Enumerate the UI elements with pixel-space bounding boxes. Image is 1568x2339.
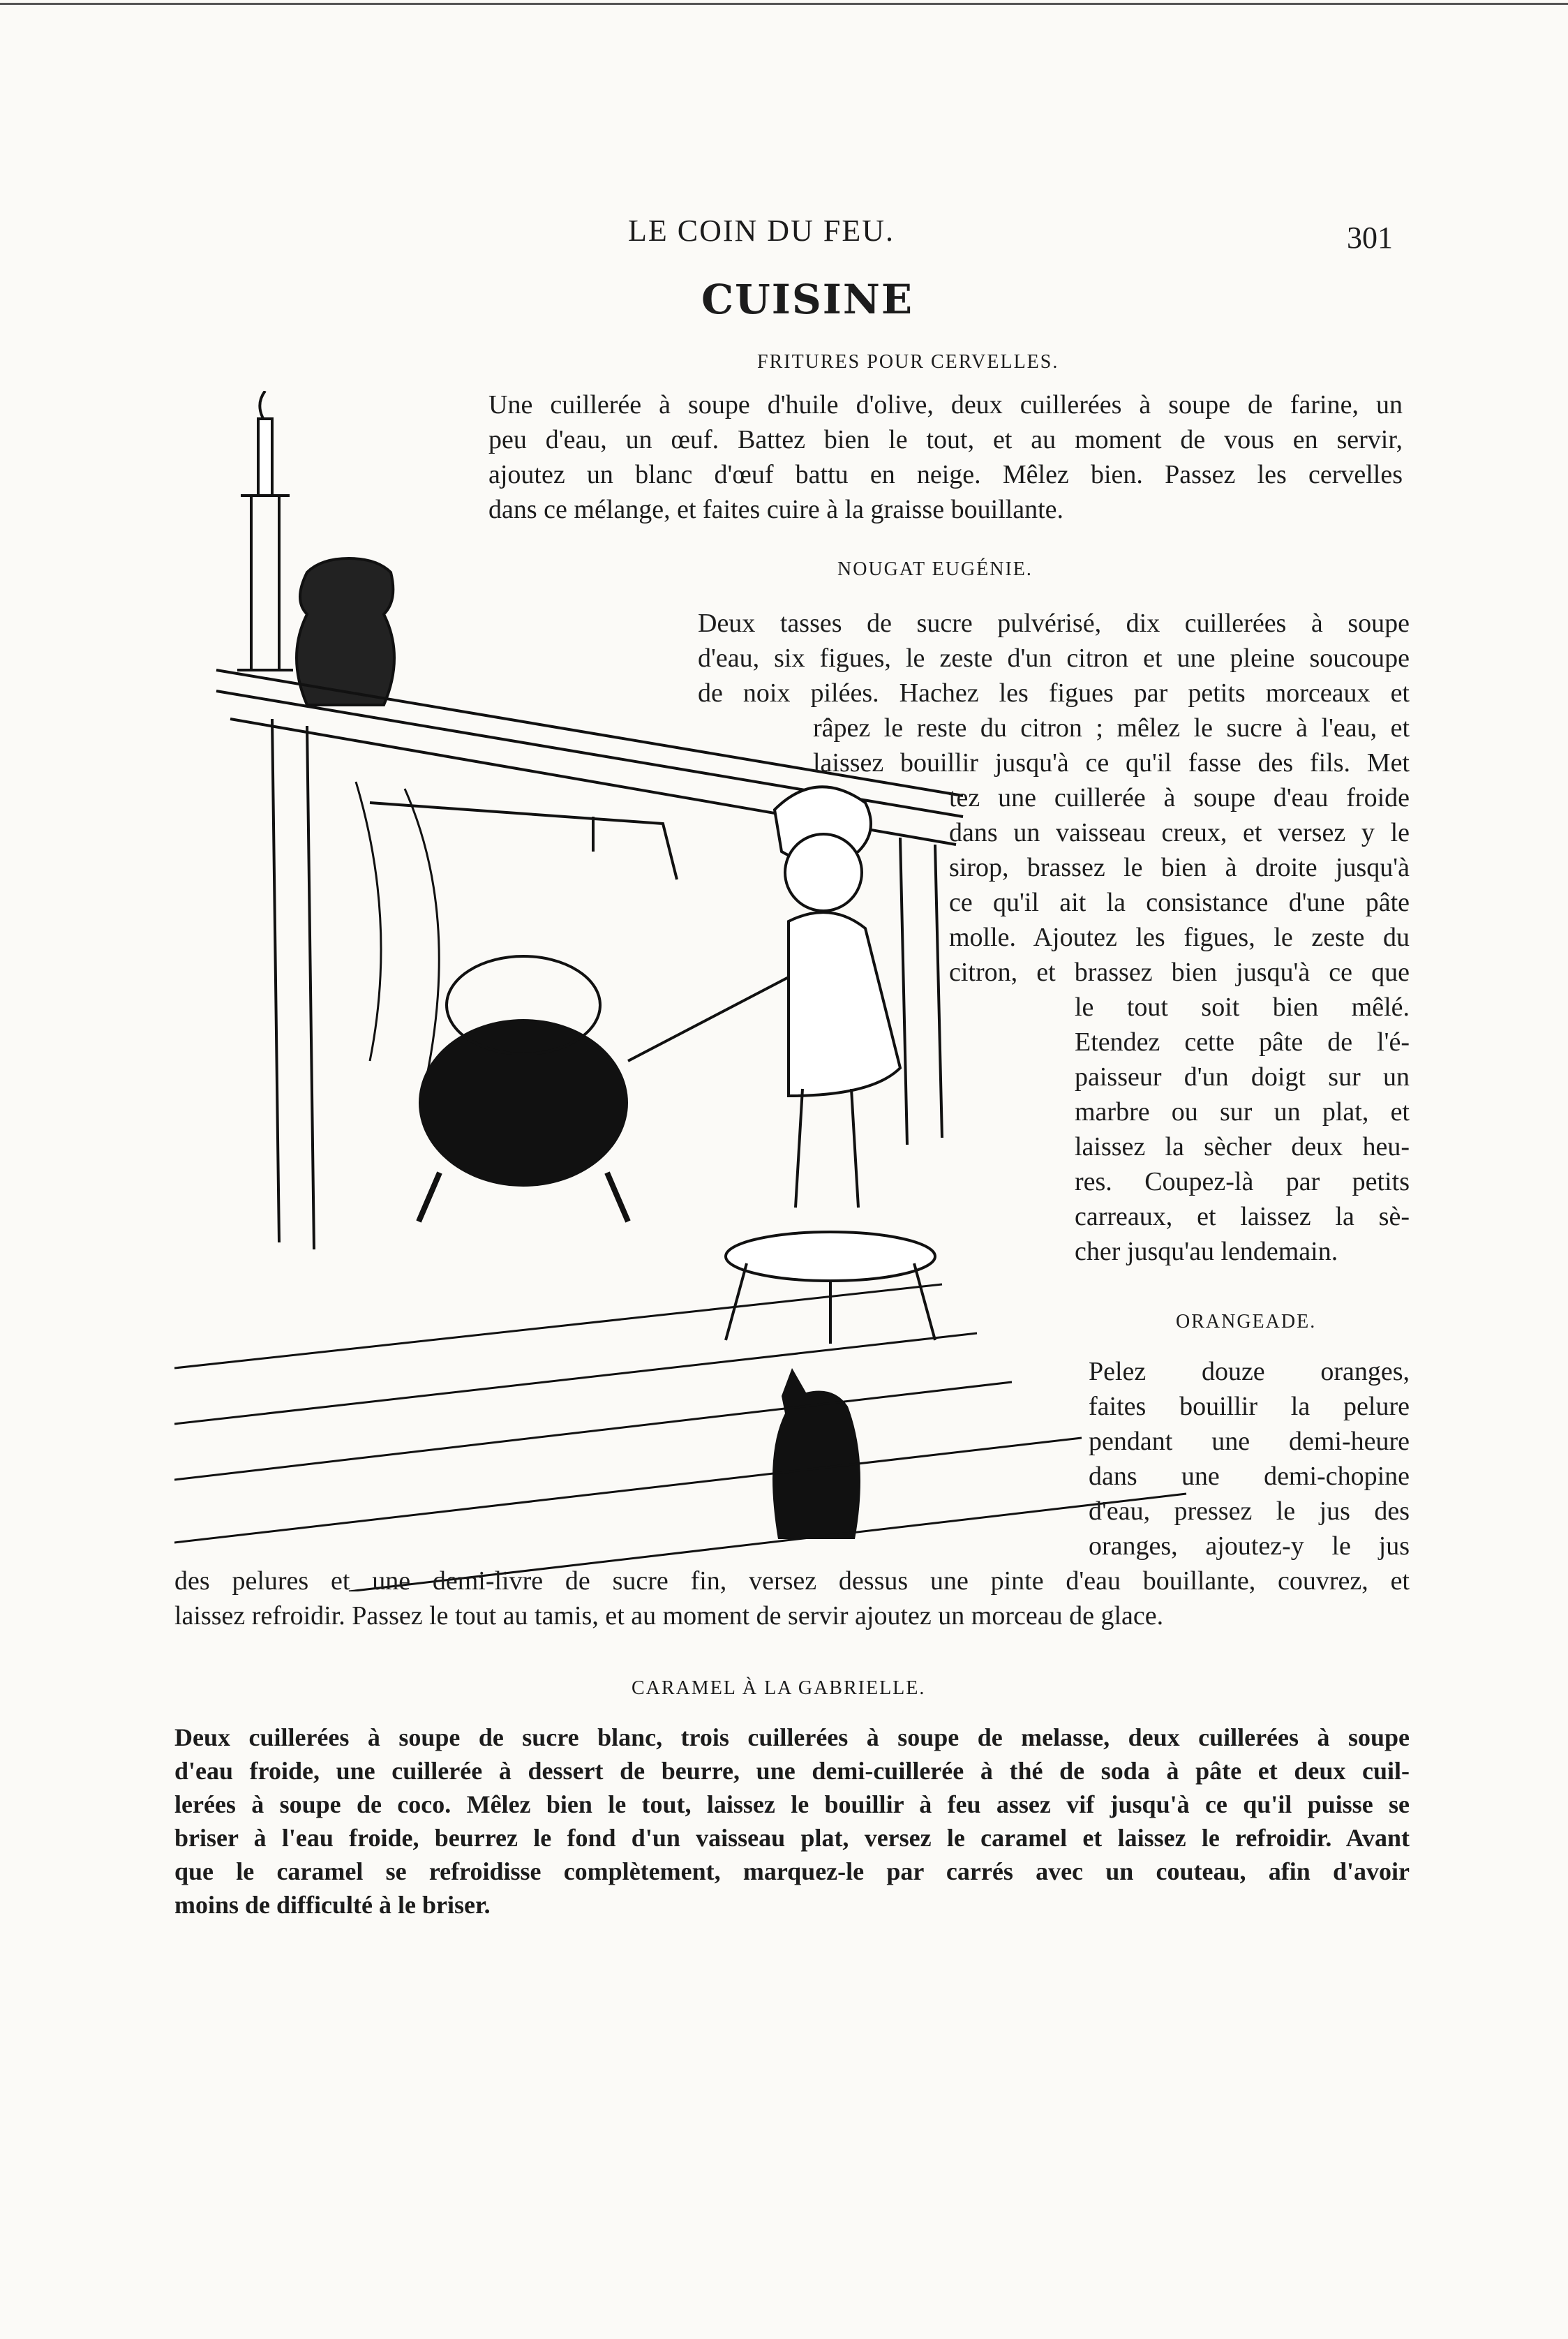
recipe-body-fritures xyxy=(488,387,1403,527)
recipe-body-nougat-part2 xyxy=(813,711,1410,780)
text-line: de noix pilées. Hachez les figues par petits morceaux et xyxy=(698,678,1410,708)
text-line: le tout soit bien mêlé. xyxy=(1075,993,1410,1022)
text-line: laissez refroidir. Passez le tout au tamis, et au moment de servir ajoutez un morceau de glace. xyxy=(174,1601,1164,1631)
recipe-body-nougat-part1 xyxy=(698,606,1410,711)
candlestick-icon xyxy=(237,391,293,670)
text-line: que le caramel se refroidisse complètement, marquez-le par carrés avec un couteau, afin d'avoir xyxy=(174,1857,1410,1885)
recipe-body-nougat-part4 xyxy=(1075,990,1410,1269)
text-line: Pelez douze oranges, xyxy=(1089,1357,1410,1386)
recipe-title-caramel: CARAMEL À LA GABRIELLE. xyxy=(632,1677,926,1699)
recipe-body-nougat-part3 xyxy=(949,780,1410,990)
text-line: laissez bouillir jusqu'à ce qu'il fasse des fils. Met xyxy=(813,748,1410,778)
text-line: lerées à soupe de coco. Mêlez bien le tout, laissez le bouillir à feu assez vif jusqu'à ce qu'il puisse se xyxy=(174,1790,1410,1818)
recipe-body-orangeade-part2 xyxy=(174,1564,1410,1633)
text-line: laissez la sècher deux heu- xyxy=(1075,1132,1410,1161)
text-line: d'eau, pressez le jus des xyxy=(1089,1497,1410,1526)
cauldron-icon xyxy=(419,1019,628,1187)
text-line: dans un vaisseau creux, et versez y le xyxy=(949,818,1410,847)
text-line: citron, et brassez bien jusqu'à ce que xyxy=(949,958,1410,987)
text-line: briser à l'eau froide, beurrez le fond d'un vaisseau plat, versez le caramel et laissez le refroidir. Avant xyxy=(174,1824,1410,1852)
recipe-title-orangeade: ORANGEADE. xyxy=(1176,1311,1317,1332)
text-line: faites bouillir la pelure xyxy=(1089,1392,1410,1421)
text-line: moins de difficulté à le briser. xyxy=(174,1891,491,1919)
text-line: peu d'eau, un œuf. Battez bien le tout, et au moment de vous en servir, xyxy=(488,425,1403,454)
text-line: Deux tasses de sucre pulvérisé, dix cuillerées à soupe xyxy=(698,609,1410,638)
text-line: marbre ou sur un plat, et xyxy=(1075,1097,1410,1127)
text-line: dans une demi-chopine xyxy=(1089,1462,1410,1491)
recipe-body-caramel xyxy=(174,1721,1410,1922)
running-head: LE COIN DU FEU. xyxy=(628,214,895,248)
text-line: sirop, brassez le bien à droite jusqu'à xyxy=(949,853,1410,882)
cat-icon xyxy=(772,1368,860,1539)
text-line: ajoutez un blanc d'œuf battu en neige. Mêlez bien. Passez les cervelles xyxy=(488,460,1403,489)
recipe-title-nougat: NOUGAT EUGÉNIE. xyxy=(837,558,1033,580)
top-rule xyxy=(0,3,1568,5)
text-line: molle. Ajoutez les figues, le zeste du xyxy=(949,923,1410,952)
text-line: res. Coupez-là par petits xyxy=(1075,1167,1410,1196)
recipe-body-orangeade-part1 xyxy=(1089,1354,1410,1564)
text-line: Etendez cette pâte de l'é- xyxy=(1075,1027,1410,1057)
text-line: ce qu'il ait la consistance d'une pâte xyxy=(949,888,1410,917)
text-line: des pelures et une demi-livre de sucre fin, versez dessus une pinte d'eau bouillante, couvrez, et xyxy=(174,1566,1410,1596)
text-line: dans ce mélange, et faites cuire à la graisse bouillante. xyxy=(488,495,1064,524)
text-line: d'eau froide, une cuillerée à dessert de beurre, une demi-cuillerée à thé de soda à pâte et deux cuil- xyxy=(174,1757,1410,1785)
text-line: carreaux, et laissez la sè- xyxy=(1075,1202,1410,1231)
jug-icon xyxy=(297,558,394,705)
text-line: pendant une demi-heure xyxy=(1089,1427,1410,1456)
recipe-title-fritures: FRITURES POUR CERVELLES. xyxy=(757,351,1059,373)
text-line: râpez le reste du citron ; mêlez le sucre à l'eau, et xyxy=(813,713,1410,743)
text-line: oranges, ajoutez-y le jus xyxy=(1089,1531,1410,1561)
section-title: CUISINE xyxy=(701,276,914,323)
text-line: paisseur d'un doigt sur un xyxy=(1075,1062,1410,1092)
text-line: Une cuillerée à soupe d'huile d'olive, deux cuillerées à soupe de farine, un xyxy=(488,390,1403,419)
text-line: d'eau, six figues, le zeste d'un citron et une pleine soucoupe xyxy=(698,644,1410,673)
fireplace-illustration xyxy=(174,391,1193,1591)
text-line: tez une cuillerée à soupe d'eau froide xyxy=(949,783,1410,812)
text-line: Deux cuillerées à soupe de sucre blanc, trois cuillerées à soupe de melasse, deux cuillerées à soupe xyxy=(174,1723,1410,1751)
page-number: 301 xyxy=(1347,221,1393,255)
text-line: cher jusqu'au lendemain. xyxy=(1075,1237,1338,1266)
